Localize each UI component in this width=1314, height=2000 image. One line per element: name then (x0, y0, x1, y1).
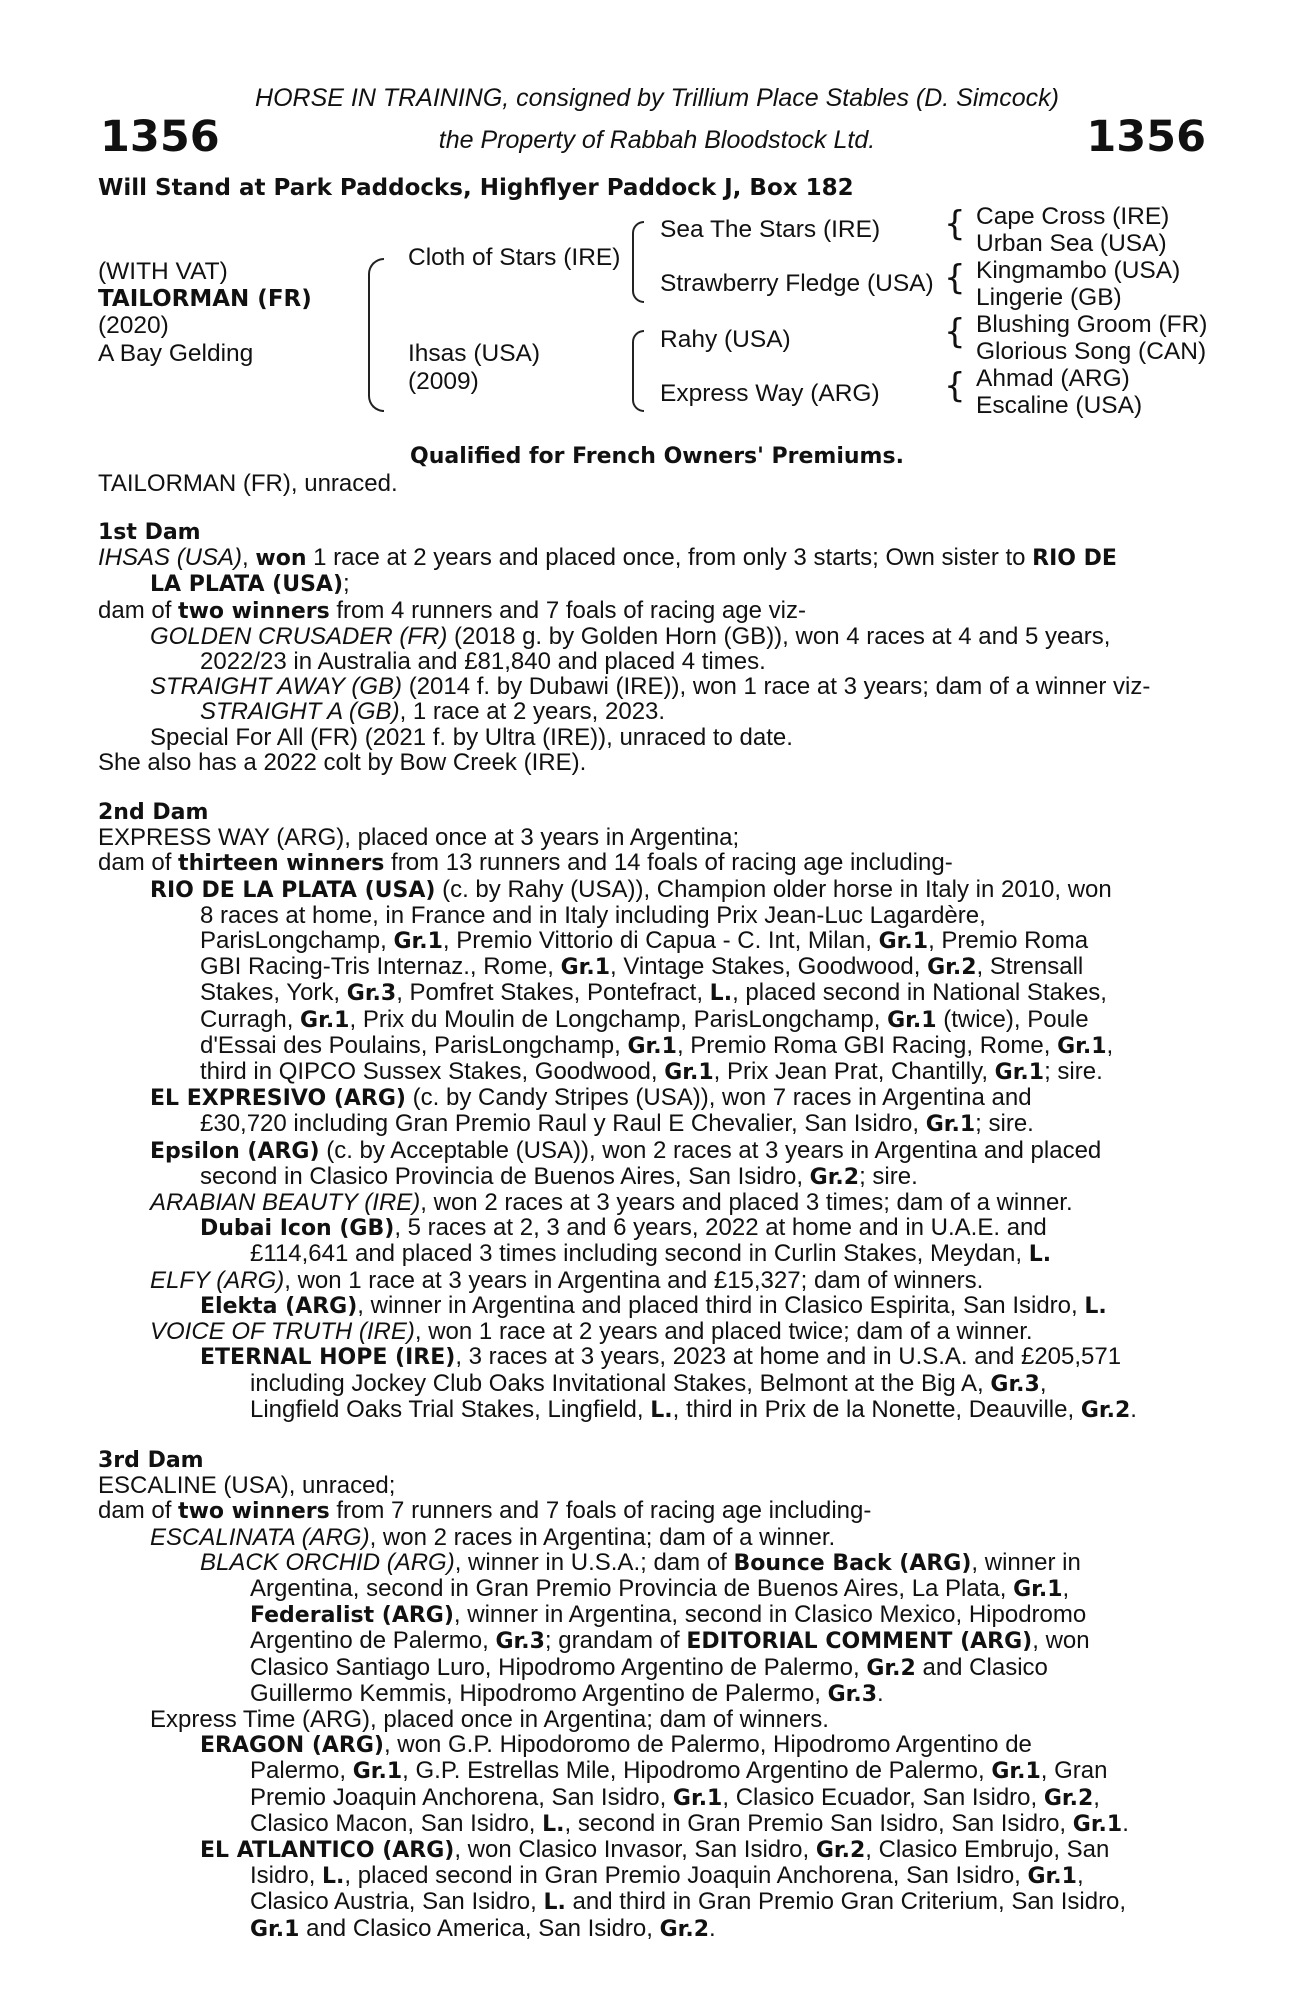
text-line: STRAIGHT A (GB), 1 race at 2 years, 2023. (200, 698, 666, 726)
text-line: Argentino de Palermo, Gr.3; grandam of EDITORIAL COMMENT (ARG), won (250, 1627, 1090, 1655)
text-line: including Jockey Club Oaks Invitational Stakes, Belmont at the Big A, Gr.3, (250, 1369, 1047, 1397)
text-line: Palermo, Gr.1, G.P. Estrellas Mile, Hipodromo Argentino de Palermo, Gr.1, Gran (250, 1757, 1108, 1785)
consignor-line: HORSE IN TRAINING, consigned by Trillium Place Stables (D. Simcock) (255, 84, 1059, 112)
pedigree-dss: Blushing Groom (FR) (976, 311, 1208, 338)
pedigree-bracket-dam (632, 330, 644, 412)
text-line: GBI Racing-Tris Internaz., Rome, Gr.1, Vintage Stakes, Goodwood, Gr.2, Strensall (200, 953, 1084, 981)
third-dam-heading: 3rd Dam (98, 1447, 204, 1473)
text-line: dam of two winners from 7 runners and 7 foals of racing age including- (98, 1497, 872, 1525)
horse-description: A Bay Gelding (98, 340, 254, 367)
text-line: ARABIAN BEAUTY (IRE), won 2 races at 3 years and placed 3 times; dam of a winner. (150, 1189, 1073, 1217)
text-line: second in Clasico Provincia de Buenos Aires, San Isidro, Gr.2; sire. (200, 1162, 918, 1190)
second-dam-heading: 2nd Dam (98, 800, 209, 826)
text-line: ERAGON (ARG), won G.P. Hipodoromo de Palermo, Hipodromo Argentino de (200, 1731, 1032, 1759)
text-line: EL ATLANTICO (ARG), won Clasico Invasor, San Isidro, Gr.2, Clasico Embrujo, San (200, 1835, 1110, 1863)
text-line: Clasico Austria, San Isidro, L. and third in Gran Premio Gran Criterium, San Isidro, (250, 1888, 1127, 1916)
lot-number-right: 1356 (1086, 112, 1206, 162)
pedigree-ssd: Urban Sea (USA) (976, 230, 1167, 257)
vat-note: (WITH VAT) (98, 258, 228, 285)
text-line: VOICE OF TRUTH (IRE), won 1 race at 2 years and placed twice; dam of a winner. (150, 1318, 1033, 1346)
pedigree-dds: Ahmad (ARG) (976, 365, 1130, 392)
text-line: dam of thirteen winners from 13 runners and 14 foals of racing age including- (98, 849, 953, 877)
pedigree-sss: Cape Cross (IRE) (976, 203, 1170, 230)
pedigree-dam-dam: Express Way (ARG) (660, 380, 880, 407)
horse-name: TAILORMAN (FR) (98, 286, 312, 312)
text-line: EL EXPRESIVO (ARG) (c. by Candy Stripes (USA)), won 7 races in Argentina and (150, 1084, 1032, 1112)
text-line: Isidro, L., placed second in Gran Premio Joaquin Anchorena, San Isidro, Gr.1, (250, 1862, 1084, 1890)
text-line: ELFY (ARG), won 1 race at 3 years in Argentina and £15,327; dam of winners. (150, 1266, 984, 1294)
lot-number-left: 1356 (100, 112, 220, 162)
pedigree-bracket-sire (632, 221, 644, 303)
text-line: Express Time (ARG), placed once in Argentina; dam of winners. (150, 1705, 829, 1733)
text-line: She also has a 2022 colt by Bow Creek (IRE). (98, 748, 587, 776)
text-line: Argentina, second in Gran Premio Provincia de Buenos Aires, La Plata, Gr.1, (250, 1574, 1070, 1602)
horse-year: (2020) (98, 312, 169, 339)
text-line: d'Essai des Poulains, ParisLongchamp, Gr.1, Premio Roma GBI Racing, Rome, Gr.1, (200, 1031, 1114, 1059)
text-line: third in QIPCO Sussex Stakes, Goodwood, Gr.1, Prix Jean Prat, Chantilly, Gr.1; sire. (200, 1058, 1103, 1086)
first-dam-heading: 1st Dam (98, 520, 201, 545)
property-line: the Property of Rabbah Bloodstock Ltd. (438, 126, 876, 154)
text-line: RIO DE LA PLATA (USA) (c. by Rahy (USA)), Champion older horse in Italy in 2010, won (150, 875, 1112, 903)
text-line: 2022/23 in Australia and £81,840 and placed 4 times. (200, 648, 766, 676)
text-line: £114,641 and placed 3 times including second in Curlin Stakes, Meydan, L. (250, 1240, 1052, 1268)
text-line: ESCALINE (USA), unraced; (98, 1472, 396, 1500)
brace-2: { (944, 258, 966, 298)
text-line: ParisLongchamp, Gr.1, Premio Vittorio di Capua - C. Int, Milan, Gr.1, Premio Roma (200, 927, 1089, 955)
text-line: BLACK ORCHID (ARG), winner in U.S.A.; dam of Bounce Back (ARG), winner in (200, 1548, 1081, 1576)
pedigree-ddd: Escaline (USA) (976, 392, 1143, 419)
intro-line: TAILORMAN (FR), unraced. (98, 470, 398, 497)
text-line: 8 races at home, in France and in Italy including Prix Jean-Luc Lagardère, (200, 901, 986, 929)
text-line: GOLDEN CRUSADER (FR) (2018 g. by Golden Horn (GB)), won 4 races at 4 and 5 years, (150, 622, 1111, 650)
text-line: £30,720 including Gran Premio Raul y Raul E Chevalier, San Isidro, Gr.1; sire. (200, 1110, 1034, 1138)
text-line: EXPRESS WAY (ARG), placed once at 3 years in Argentina; (98, 824, 740, 852)
text-line: Stakes, York, Gr.3, Pomfret Stakes, Pontefract, L., placed second in National Stakes, (200, 979, 1107, 1007)
text-line: LA PLATA (USA); (150, 570, 350, 598)
brace-4: { (944, 366, 966, 406)
text-line: Federalist (ARG), winner in Argentina, second in Clasico Mexico, Hipodromo (250, 1601, 1087, 1629)
pedigree-dsd: Glorious Song (CAN) (976, 338, 1207, 365)
pedigree-dam-year: (2009) (408, 368, 479, 395)
pedigree-sire-sire: Sea The Stars (IRE) (660, 216, 881, 243)
text-line: Epsilon (ARG) (c. by Acceptable (USA)), won 2 races at 3 years in Argentina and placed (150, 1136, 1102, 1164)
pedigree-sire-dam: Strawberry Fledge (USA) (660, 270, 934, 297)
text-line: IHSAS (USA), won 1 race at 2 years and placed once, from only 3 starts; Own sister to RIO DE (98, 544, 1117, 572)
text-line: Clasico Macon, San Isidro, L., second in Gran Premio San Isidro, San Isidro, Gr.1. (250, 1809, 1129, 1837)
text-line: Guillermo Kemmis, Hipodromo Argentino de Palermo, Gr.3. (250, 1679, 884, 1707)
text-line: Curragh, Gr.1, Prix du Moulin de Longchamp, ParisLongchamp, Gr.1 (twice), Poule (200, 1005, 1089, 1033)
pedigree-sire: Cloth of Stars (IRE) (408, 244, 621, 271)
pedigree-sdd: Lingerie (GB) (976, 284, 1122, 311)
text-line: Gr.1 and Clasico America, San Isidro, Gr.2. (250, 1914, 716, 1942)
text-line: ESCALINATA (ARG), won 2 races in Argentina; dam of a winner. (150, 1523, 836, 1551)
brace-3: { (944, 312, 966, 352)
pedigree-dam: Ihsas (USA) (408, 340, 541, 367)
qualified-note: Qualified for French Owners' Premiums. (410, 444, 904, 469)
text-line: ETERNAL HOPE (IRE), 3 races at 3 years, 2023 at home and in U.S.A. and £205,571 (200, 1343, 1122, 1371)
dam-section (98, 520, 1198, 1942)
text-line: STRAIGHT AWAY (GB) (2014 f. by Dubawi (IRE)), won 1 race at 3 years; dam of a winner viz- (150, 673, 1151, 701)
pedigree-dam-sire: Rahy (USA) (660, 326, 791, 353)
text-line: Lingfield Oaks Trial Stakes, Lingfield, L., third in Prix de la Nonette, Deauville, Gr.2. (250, 1395, 1137, 1423)
pedigree-bracket-main (368, 258, 384, 412)
pedigree-sds: Kingmambo (USA) (976, 257, 1181, 284)
brace-1: { (944, 204, 966, 244)
text-line: Dubai Icon (GB), 5 races at 2, 3 and 6 years, 2022 at home and in U.A.E. and (200, 1214, 1047, 1242)
text-line: Clasico Santiago Luro, Hipodromo Argentino de Palermo, Gr.2 and Clasico (250, 1653, 1048, 1681)
text-line: Elekta (ARG), winner in Argentina and placed third in Clasico Espirita, San Isidro, L. (200, 1291, 1107, 1319)
text-line: Premio Joaquin Anchorena, San Isidro, Gr.1, Clasico Ecuador, San Isidro, Gr.2, (250, 1783, 1100, 1811)
stand-location: Will Stand at Park Paddocks, Highflyer Paddock J, Box 182 (98, 175, 854, 201)
text-line: Special For All (FR) (2021 f. by Ultra (IRE)), unraced to date. (150, 723, 793, 751)
text-line: dam of two winners from 4 runners and 7 foals of racing age viz- (98, 596, 806, 624)
